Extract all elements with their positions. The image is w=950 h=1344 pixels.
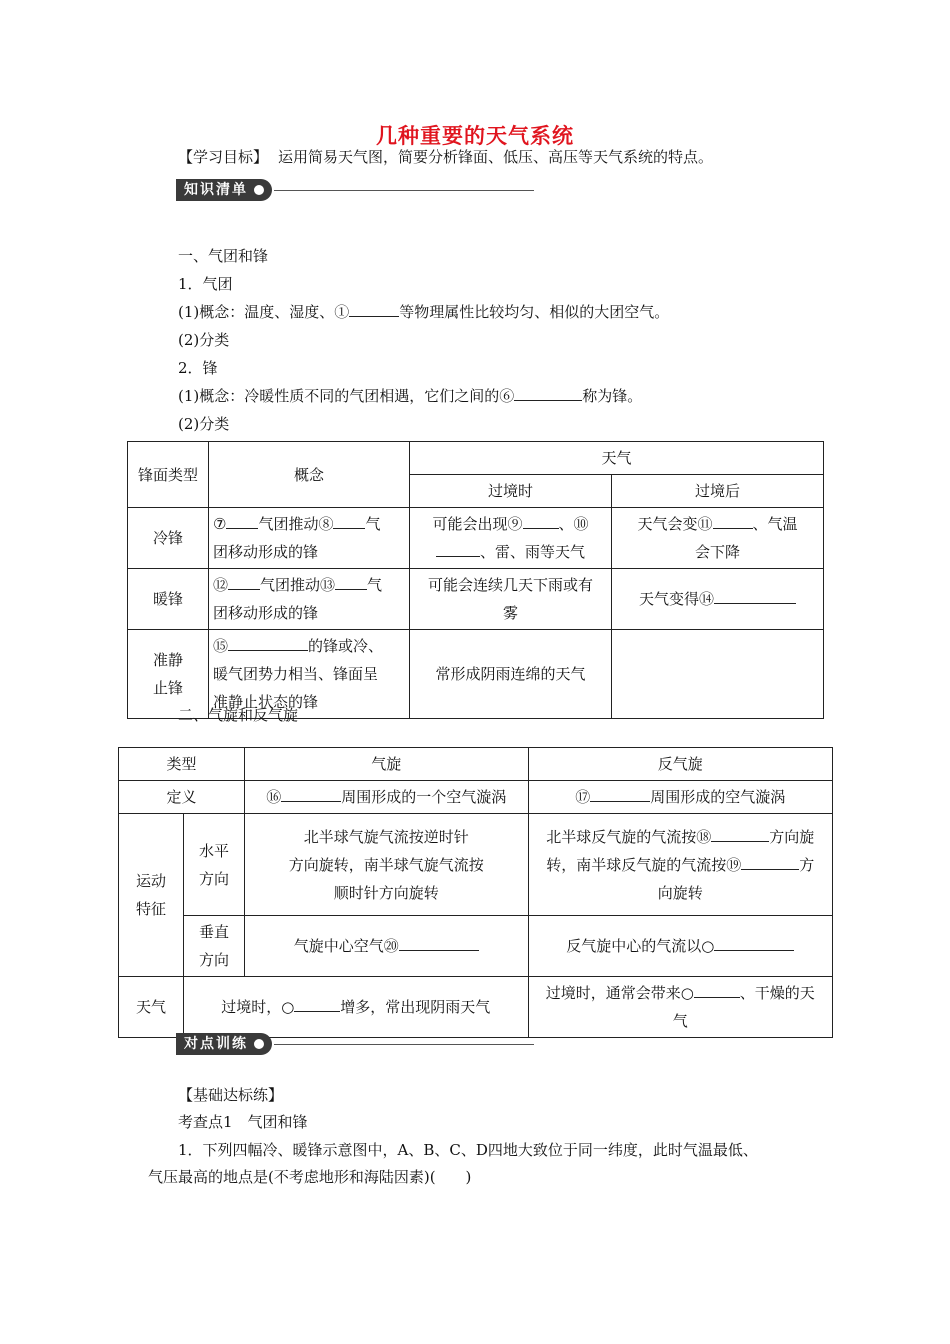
answer-blank[interactable]: [714, 589, 796, 604]
table-row: [119, 977, 833, 1038]
answer-blank[interactable]: [713, 514, 753, 529]
anticyclone-weather: 过境时，通常会带来○ 、干燥的天 气: [528, 977, 832, 1038]
question-1-line-1: 1．下列四幅冷、暖锋示意图中，A、B、C、D四地大致位于同一纬度，此时气温最低、: [178, 1141, 758, 1159]
definition-label: 定义: [119, 781, 245, 814]
banner-label: 对点训练: [184, 1036, 248, 1052]
answer-blank[interactable]: [399, 936, 479, 951]
front-concept-prefix: (1)概念：冷暖性质不同的气团相遇，它们之间的⑥: [178, 387, 515, 405]
knowledge-banner: [176, 178, 534, 202]
cyclone-horizontal: 北半球气旋气流按逆时针 方向旋转，南半球气旋气流按 顺时针方向旋转: [245, 814, 529, 916]
cyclone-definition: ⑯ 周围形成的一个空气漩涡: [245, 781, 529, 814]
warm-front-label: 暖锋: [128, 569, 209, 630]
anticyclone-horizontal: 北半球反气旋的气流按⑱ 方向旋 转，南半球反气旋的气流按⑲ 方 向旋转: [528, 814, 832, 916]
banner-rule: [274, 1044, 534, 1045]
answer-blank[interactable]: [294, 997, 340, 1012]
subheading-front: 2．锋: [178, 359, 218, 377]
stationary-front-during: 常形成阴雨连绵的天气: [410, 630, 612, 719]
header-anticyclone: 反气旋: [528, 748, 832, 781]
banner-rule: [274, 190, 534, 191]
section-heading-cyclone: 二、气旋和反气旋: [178, 706, 299, 724]
anticyclone-vertical: 反气旋中心的气流以○: [528, 916, 832, 977]
answer-blank[interactable]: [741, 855, 799, 870]
table-row: [119, 814, 833, 916]
cold-front-during: 可能会出现⑨ 、⑩ 、雷、雨等天气: [410, 508, 612, 569]
stationary-front-after: [612, 630, 824, 719]
table-row: [128, 569, 824, 630]
stationary-front-label: 准静止锋: [128, 630, 209, 719]
airmass-concept: [178, 301, 669, 322]
header-concept: 概念: [209, 442, 410, 508]
airmass-concept-suffix: 等物理属性比较均匀、相似的大团空气。: [399, 303, 670, 321]
question-1-line-2: 气压最高的地点是(不考虑地形和海陆因素)( ): [148, 1168, 472, 1186]
answer-blank[interactable]: [333, 514, 365, 529]
answer-blank[interactable]: [335, 575, 367, 590]
front-classify: (2)分类: [178, 415, 230, 433]
objective-label: 【学习目标】: [178, 148, 269, 166]
header-weather: 天气: [410, 442, 824, 475]
table-row: [119, 781, 833, 814]
airmass-classify: (2)分类: [178, 331, 230, 349]
answer-blank[interactable]: [694, 983, 740, 998]
dot-icon: [254, 1039, 264, 1049]
learning-objective: [178, 146, 713, 167]
section-heading-airmass-front: 一、气团和锋: [178, 247, 269, 265]
answer-blank[interactable]: [711, 827, 769, 842]
objective-text: 运用简易天气图，简要分析锋面、低压、高压等天气系统的特点。: [278, 148, 714, 166]
front-concept-suffix: 称为锋。: [582, 387, 643, 405]
cyclone-vertical: 气旋中心空气⑳: [245, 916, 529, 977]
exercise-point: 考查点1 气团和锋: [178, 1113, 308, 1131]
answer-blank[interactable]: [523, 514, 559, 529]
answer-blank[interactable]: [714, 936, 794, 951]
answer-blank[interactable]: [436, 542, 480, 557]
front-concept: [178, 385, 642, 406]
warm-front-during: 可能会连续几天下雨或有 雾: [410, 569, 612, 630]
practice-banner: [176, 1032, 534, 1056]
header-front-type: 锋面类型: [128, 442, 209, 508]
cold-front-after: 天气会变⑪ 、气温 会下降: [612, 508, 824, 569]
answer-blank[interactable]: [590, 787, 650, 802]
exercise-section-label: 【基础达标练】: [178, 1086, 284, 1104]
horizontal-label: 水平方向: [184, 814, 245, 916]
header-type: 类型: [119, 748, 245, 781]
warm-front-concept: ⑫ 气团推动⑬ 气 团移动形成的锋: [209, 569, 410, 630]
front-types-table: [127, 441, 824, 719]
header-cyclone: 气旋: [245, 748, 529, 781]
table-row: [128, 508, 824, 569]
answer-blank[interactable]: [514, 386, 582, 401]
airmass-concept-prefix: (1)概念：温度、湿度、①: [178, 303, 350, 321]
answer-blank[interactable]: [349, 302, 399, 317]
motion-label: 运动特征: [119, 814, 184, 977]
cold-front-label: 冷锋: [128, 508, 209, 569]
cyclone-weather: 过境时，○ 增多，常出现阴雨天气: [184, 977, 529, 1038]
vertical-label: 垂直方向: [184, 916, 245, 977]
cold-front-concept: ⑦ 气团推动⑧ 气 团移动形成的锋: [209, 508, 410, 569]
banner-label: 知识清单: [184, 182, 248, 198]
header-during: 过境时: [410, 475, 612, 508]
anticyclone-definition: ⑰ 周围形成的空气漩涡: [528, 781, 832, 814]
header-after: 过境后: [612, 475, 824, 508]
answer-blank[interactable]: [228, 636, 308, 651]
stationary-front-concept: ⑮ 的锋或冷、 暖气团势力相当、锋面呈 准静止状态的锋: [209, 630, 410, 719]
answer-blank[interactable]: [226, 514, 258, 529]
dot-icon: [254, 185, 264, 195]
table-row: [119, 916, 833, 977]
page-title: 几种重要的天气系统: [376, 123, 574, 148]
answer-blank[interactable]: [228, 575, 260, 590]
weather-label: 天气: [119, 977, 184, 1038]
subheading-airmass: 1．气团: [178, 275, 233, 293]
answer-blank[interactable]: [281, 787, 341, 802]
warm-front-after: 天气变得⑭: [612, 569, 824, 630]
cyclone-table: [118, 747, 833, 1038]
